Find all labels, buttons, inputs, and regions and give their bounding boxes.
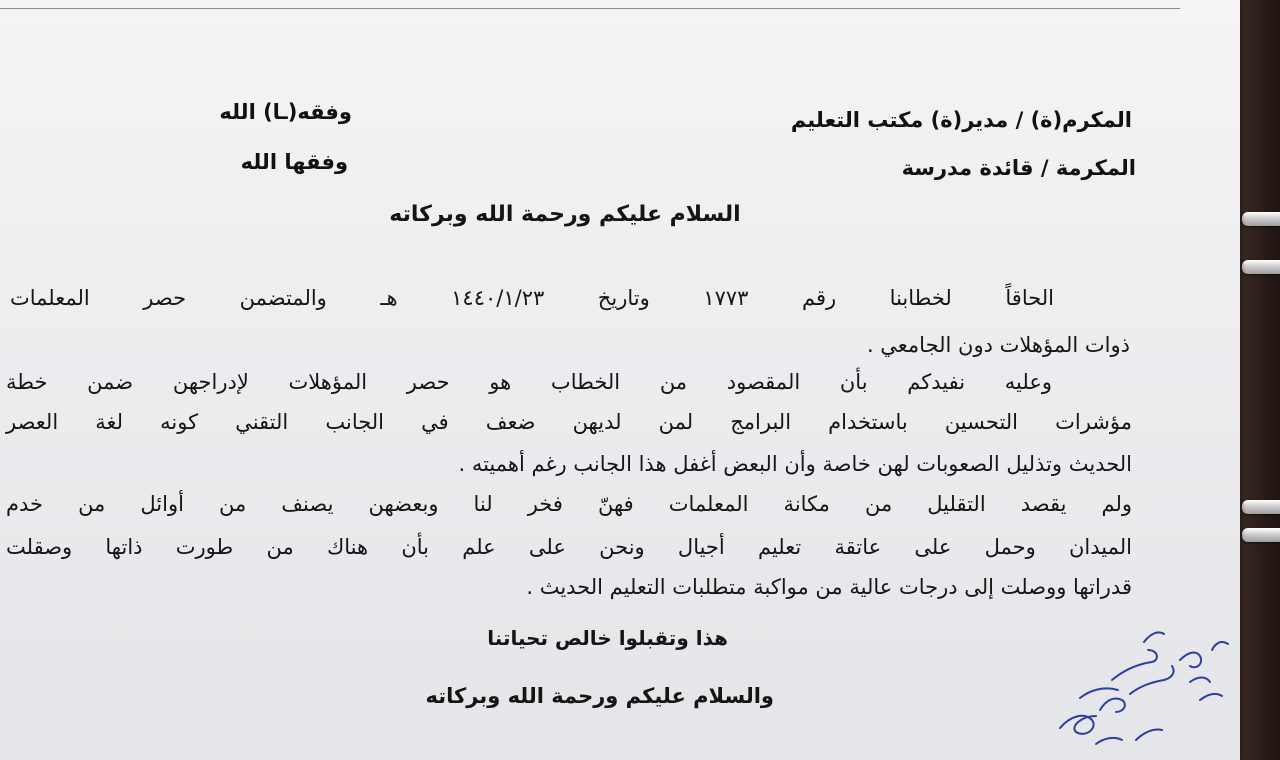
desk-background [1238, 0, 1280, 760]
paper-clip [1242, 260, 1280, 274]
paper-clip [1242, 500, 1280, 514]
body-line: الحاقاً لخطابنا رقم ١٧٧٣ وتاريخ ١٤٤٠/١/٢٣ هـ والمتضمن حصر المعلمات [10, 286, 1055, 310]
body-line: قدراتها ووصلت إلى درجات عالية من مواكبة متطلبات التعليم الحديث . [526, 575, 1132, 599]
recipient-line-2: المكرمة / قائدة مدرسة [901, 156, 1136, 180]
body-line: الميدان وحمل على عاتقة تعليم أجيال ونحن على علم بأن هناك من طورت ذاتها وصقلت [6, 535, 1132, 559]
body-line: ولم يقصد التقليل من مكانة المعلمات فهنّ فخر لنا وبعضهن يصنف من أوائل من خدم [6, 492, 1132, 516]
recipient-line-1: المكرم(ة) / مدير(ة) مكتب التعليم [790, 108, 1132, 132]
body-line: الحديث وتذليل الصعوبات لهن خاصة وأن البعض أغفل هذا الجانب رغم أهميته . [458, 452, 1132, 476]
paper-clip [1242, 212, 1280, 226]
body-line: مؤشرات التحسين باستخدام البرامج لمن لديهن ضعف في الجانب التقني كونه لغة العصر [6, 410, 1132, 434]
blessing-line-2: وفقها الله [240, 150, 348, 174]
greeting: السلام عليكم ورحمة الله وبركاته [389, 202, 741, 227]
body-line: ذوات المؤهلات دون الجامعي . [866, 333, 1130, 357]
body-line: وعليه نفيدكم بأن المقصود من الخطاب هو حصر المؤهلات لإدراجهن ضمن خطة [6, 370, 1052, 394]
blessing-line-1: وفقه(ـا) الله [219, 100, 352, 124]
top-rule [0, 8, 1180, 9]
handwritten-signature [1040, 620, 1240, 760]
closing-line: هذا وتقبلوا خالص تحياتنا [487, 626, 728, 650]
farewell-line: والسلام عليكم ورحمة الله وبركاته [425, 684, 774, 708]
paper-clip [1242, 528, 1280, 542]
